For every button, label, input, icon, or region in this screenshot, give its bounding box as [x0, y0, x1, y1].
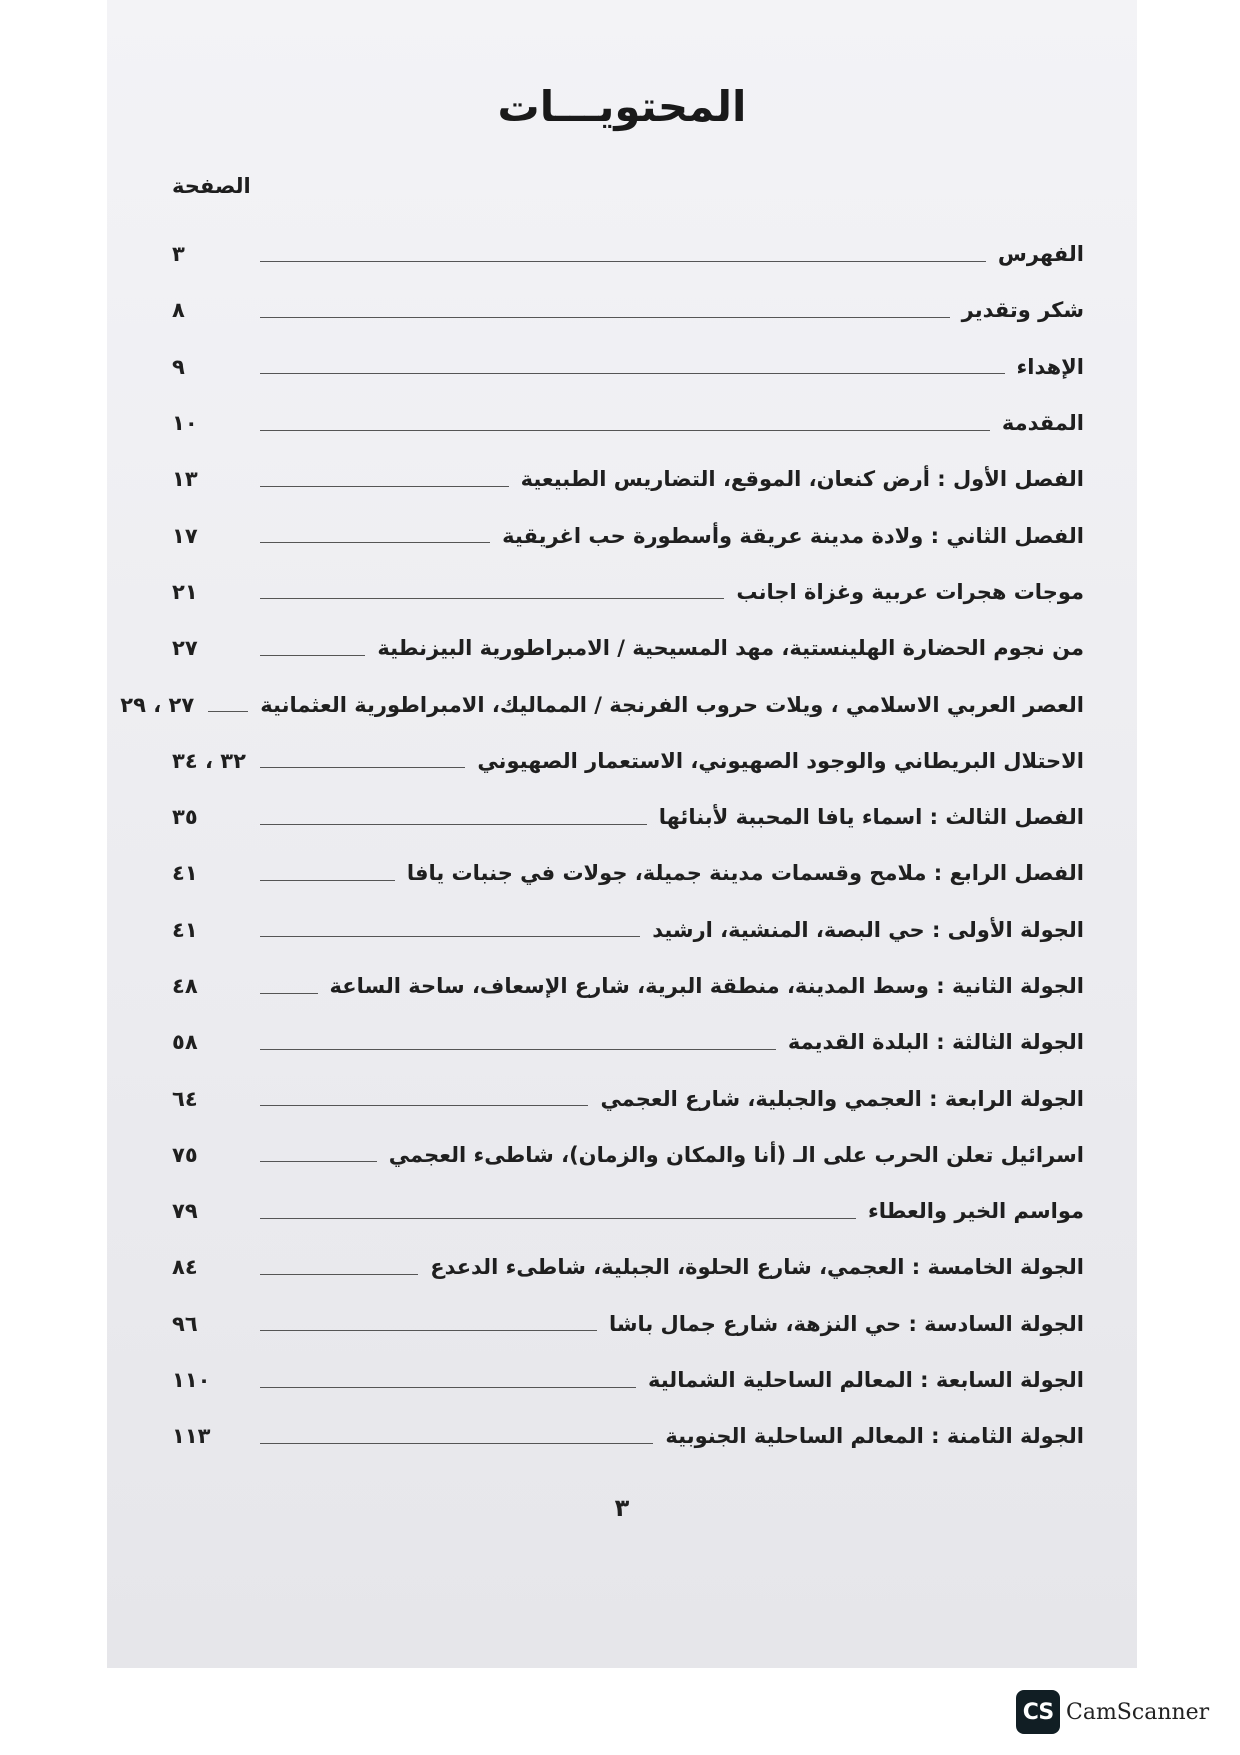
toc-entry — [172, 226, 1084, 282]
toc-leader-line — [260, 824, 647, 825]
toc-entry — [172, 451, 1084, 507]
toc-leader-line — [260, 261, 986, 262]
toc-entry-title: الجولة الأولى : حي البصة، المنشية، ارشيد — [652, 917, 1084, 942]
toc-entry-page: ١٣ — [172, 467, 198, 492]
toc-entry — [172, 1352, 1084, 1408]
toc-entry-page: ٣ — [172, 242, 185, 267]
toc-entry-page: ٨ — [172, 298, 185, 323]
toc-entry — [172, 1408, 1084, 1464]
toc-entry-page: ٩٦ — [172, 1311, 198, 1336]
toc-entry-page: ٢٧ ، ٢٩ — [120, 692, 195, 717]
toc-entry-page: ١١٣ — [172, 1424, 211, 1449]
toc-entry-title: من نجوم الحضارة الهلينستية، مهد المسيحية / الامبراطورية البيزنطية — [377, 636, 1084, 661]
toc-entry-page: ٨٤ — [172, 1255, 198, 1280]
toc-entry-page: ٤١ — [172, 917, 198, 942]
toc-entry-page: ٣٢ ، ٣٤ — [172, 748, 246, 773]
toc-leader-line — [260, 486, 509, 487]
toc-entry-page: ٤٨ — [172, 974, 198, 998]
toc-leader-line — [260, 767, 465, 768]
toc-entry-title: الجولة السابعة : المعالم الساحلية الشمالية — [648, 1368, 1084, 1393]
toc-entry-title: الفصل الرابع : ملامح وقسمات مدينة جميلة، جولات في جنبات يافا — [406, 861, 1084, 886]
toc-entry-page: ١٧ — [172, 523, 198, 548]
toc-entry-page: ٢٧ — [172, 636, 198, 661]
toc-entry-title: الجولة الثانية : وسط المدينة، منطقة البرية، شارع الإسعاف، ساحة الساعة — [329, 974, 1084, 998]
toc-entry — [172, 282, 1084, 338]
toc-entry-page: ٤١ — [172, 861, 198, 886]
toc-entry — [120, 676, 1084, 732]
toc-entry — [172, 507, 1084, 563]
toc-entry — [172, 1296, 1084, 1352]
toc-entry-title: الإهداء — [1016, 354, 1084, 379]
toc-entry — [172, 902, 1084, 958]
toc-entry-page: ٣٥ — [172, 805, 198, 830]
toc-entry-title: الجولة الخامسة : العجمي، شارع الحلوة، الجبلية، شاطىء الدعدع — [430, 1255, 1084, 1280]
toc-leader-line — [260, 1049, 776, 1050]
camscanner-label: CamScanner — [1066, 1699, 1210, 1725]
toc-entry-page: ٩ — [172, 354, 185, 379]
toc-entry — [172, 789, 1084, 845]
toc-leader-line — [260, 373, 1005, 374]
toc-entry-title: المقدمة — [1001, 411, 1084, 436]
toc-entry — [172, 1183, 1084, 1239]
table-of-contents — [120, 226, 1084, 1465]
toc-leader-line — [260, 317, 950, 318]
toc-leader-line — [260, 880, 395, 881]
toc-leader-line — [260, 1161, 377, 1162]
toc-leader-line — [260, 430, 990, 431]
toc-entry-title: الاحتلال البريطاني والوجود الصهيوني، الاستعمار الصهيوني — [477, 748, 1084, 773]
toc-leader-line — [260, 993, 318, 994]
toc-leader-line — [260, 1387, 636, 1388]
toc-entry — [172, 395, 1084, 451]
toc-entry-title: الجولة الرابعة : العجمي والجبلية، شارع العجمي — [600, 1086, 1084, 1111]
toc-leader-line — [260, 1330, 597, 1331]
toc-entry-title: العصر العربي الاسلامي ، ويلات حروب الفرنجة / المماليك، الامبراطورية العثمانية — [260, 692, 1084, 717]
toc-entry-page: ٧٩ — [172, 1199, 198, 1224]
toc-leader-line — [260, 936, 640, 937]
toc-leader-line — [260, 1218, 856, 1219]
toc-entry — [172, 1014, 1084, 1070]
camscanner-watermark — [1016, 1690, 1209, 1734]
toc-leader-line — [260, 598, 724, 599]
camscanner-logo-icon: CS — [1016, 1690, 1060, 1734]
toc-entry — [172, 564, 1084, 620]
toc-entry-title: الفصل الثاني : ولادة مدينة عريقة وأسطورة حب اغريقية — [502, 523, 1084, 548]
toc-entry-page: ٢١ — [172, 579, 198, 604]
toc-entry-page: ١٠ — [172, 411, 198, 436]
toc-entry-page: ٧٥ — [172, 1142, 198, 1167]
toc-entry-title: الفهرس — [997, 242, 1084, 267]
toc-leader-line — [260, 1443, 653, 1444]
toc-entry — [172, 1070, 1084, 1126]
page-column-header: الصفحة — [172, 174, 251, 198]
toc-entry-title: الجولة الثالثة : البلدة القديمة — [787, 1030, 1084, 1055]
page-number: ٣ — [614, 1494, 630, 1522]
toc-entry-title: اسرائيل تعلن الحرب على الـ (أنا والمكان والزمان)، شاطىء العجمي — [388, 1142, 1084, 1167]
toc-entry — [172, 845, 1084, 901]
toc-entry-title: مواسم الخير والعطاء — [867, 1199, 1084, 1224]
toc-entry-title: شكر وتقدير — [961, 298, 1084, 323]
toc-leader-line — [260, 655, 365, 656]
toc-entry — [172, 339, 1084, 395]
toc-entry — [172, 958, 1084, 1014]
toc-entry-page: ٦٤ — [172, 1086, 198, 1111]
toc-entry-page: ٥٨ — [172, 1030, 198, 1055]
toc-entry-title: موجات هجرات عربية وغزاة اجانب — [736, 579, 1084, 604]
toc-leader-line — [208, 711, 248, 712]
page-title: المحتويـــات — [497, 82, 747, 131]
toc-entry-title: الجولة السادسة : حي النزهة، شارع جمال باشا — [608, 1311, 1084, 1336]
toc-entry-page: ١١٠ — [172, 1368, 211, 1393]
toc-entry-title: الفصل الثالث : اسماء يافا المحببة لأبنائها — [658, 805, 1084, 830]
toc-leader-line — [260, 542, 490, 543]
toc-leader-line — [260, 1274, 418, 1275]
toc-entry — [172, 1239, 1084, 1295]
toc-entry — [172, 733, 1084, 789]
toc-leader-line — [260, 1105, 588, 1106]
toc-entry — [172, 1127, 1084, 1183]
toc-entry-title: الفصل الأول : أرض كنعان، الموقع، التضاريس الطبيعية — [520, 467, 1084, 492]
toc-entry-title: الجولة الثامنة : المعالم الساحلية الجنوبية — [665, 1424, 1084, 1449]
toc-entry — [172, 620, 1084, 676]
